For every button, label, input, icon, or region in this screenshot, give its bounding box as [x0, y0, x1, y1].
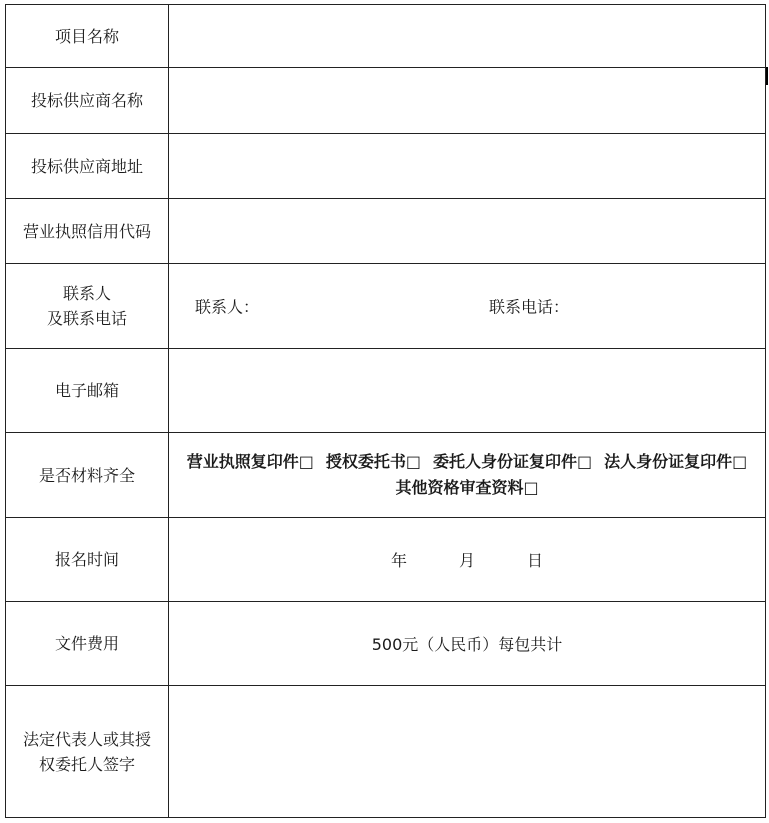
signature-label-line2: 权委托人签字 — [38, 754, 135, 774]
row-materials — [6, 433, 766, 518]
supplier-name-label: 投标供应商名称 — [6, 68, 169, 134]
year-label: 年 — [390, 551, 407, 570]
contact-label-line2: 及联系电话 — [46, 309, 127, 328]
registration-time-label: 报名时间 — [6, 518, 169, 602]
row-project-name — [6, 5, 766, 68]
project-name-label: 项目名称 — [6, 5, 169, 68]
materials-line2 — [169, 475, 765, 501]
materials-field — [169, 433, 766, 518]
supplier-name-field[interactable] — [169, 68, 766, 134]
contact-field-inner — [169, 264, 765, 348]
project-name-field[interactable] — [169, 5, 766, 68]
checkbox-other-qualification-docs[interactable]: 其他资格审查资料□ — [395, 478, 539, 497]
email-label: 电子邮箱 — [6, 349, 169, 433]
credit-code-label: 营业执照信用代码 — [6, 199, 169, 264]
contact-field — [169, 264, 766, 349]
supplier-address-label: 投标供应商地址 — [6, 134, 169, 199]
document-fee-label: 文件费用 — [6, 602, 169, 686]
row-email — [6, 349, 766, 433]
signature-label-line1: 法定代表人或其授 — [22, 729, 151, 749]
contact-person-label[interactable]: 联系人： — [195, 297, 260, 317]
materials-line1 — [169, 449, 765, 475]
document-fee-value: 500元（人民币）每包共计 — [169, 602, 766, 686]
checkbox-agent-id-copy[interactable]: 委托人身份证复印件□ — [433, 452, 593, 471]
row-supplier-address — [6, 134, 766, 199]
checkbox-legal-rep-id-copy[interactable]: 法人身份证复印件□ — [604, 452, 748, 471]
row-supplier-name — [6, 68, 766, 134]
contact-label — [6, 264, 169, 349]
checkbox-power-of-attorney[interactable]: 授权委托书□ — [325, 452, 421, 471]
day-label: 日 — [527, 551, 544, 570]
email-field[interactable] — [169, 349, 766, 433]
row-document-fee — [6, 602, 766, 686]
row-credit-code — [6, 199, 766, 264]
supplier-address-field[interactable] — [169, 134, 766, 199]
registration-form-table — [5, 4, 766, 818]
signature-field[interactable] — [169, 686, 766, 818]
materials-label: 是否材料齐全 — [6, 433, 169, 518]
month-label: 月 — [458, 551, 475, 570]
contact-label-line1: 联系人 — [62, 284, 111, 303]
registration-time-field[interactable] — [169, 518, 766, 602]
row-registration-time — [6, 518, 766, 602]
signature-label — [6, 686, 169, 818]
text-cursor-mark — [766, 67, 768, 85]
row-contact — [6, 264, 766, 349]
credit-code-field[interactable] — [169, 199, 766, 264]
row-signature — [6, 686, 766, 818]
contact-phone-label[interactable]: 联系电话： — [489, 297, 570, 317]
checkbox-business-license-copy[interactable]: 营业执照复印件□ — [186, 452, 314, 471]
